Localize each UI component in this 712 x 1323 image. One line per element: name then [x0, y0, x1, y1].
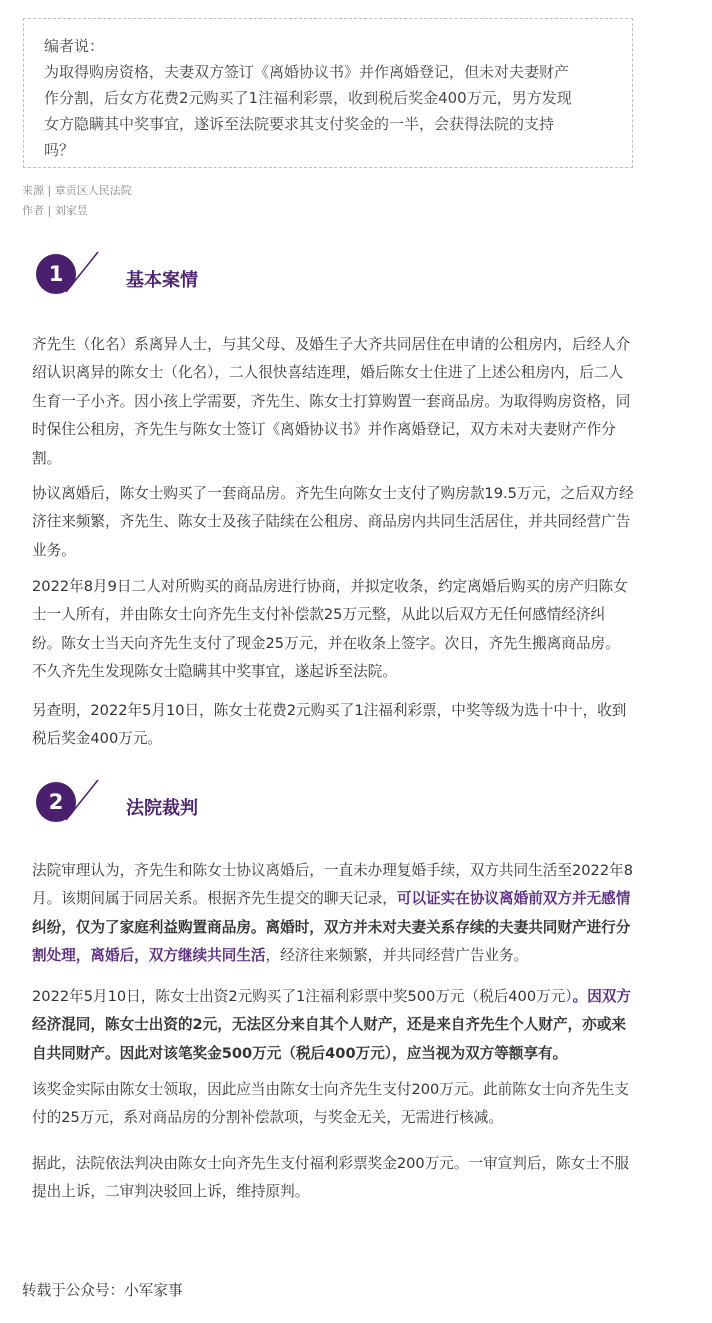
highlighted-text: 自共同财产。因此对该笔奖金500万元（税后400万元），应当视为双方等额享有。: [32, 1044, 568, 1062]
editor-note-line: 吗？: [44, 141, 75, 159]
paragraph-line: [32, 983, 692, 1011]
paragraph-line: 生育一子小齐。因小孩上学需要，齐先生、陈女士打算购置一套商品房。为取得购房资格，同: [32, 392, 631, 410]
editor-note-label: 编者说：: [44, 37, 105, 55]
author-line: 作者 | 刘家昱: [22, 204, 88, 217]
paragraph: [32, 1150, 692, 1207]
paragraph-line: 2022年8月9日二人对所购买的商品房进行协商，并拟定收条，约定离婚后购买的房产归陈女: [32, 578, 628, 595]
paragraph: [32, 331, 692, 473]
slash-decoration-icon: [64, 250, 104, 294]
highlighted-text: 经济混同，陈女士出资的2元，无法区分来自其个人财产，还是来自齐先生个人财产，亦或来: [32, 1016, 626, 1034]
paragraph-line: 据此，法院依法判决由陈女士向齐先生支付福利彩票奖金200万元。一审宣判后，陈女士不服: [32, 1155, 630, 1172]
paragraph: [32, 480, 692, 565]
slash-decoration-icon: [64, 778, 104, 822]
paragraph: [32, 857, 692, 971]
editor-note-box: [23, 18, 633, 168]
paragraph-line: 协议离婚后，陈女士购买了一套商品房。齐先生向陈女士支付了购房款19.5万元，之后双方经: [32, 485, 634, 502]
source-line: 来源 | 章贡区人民法院: [22, 184, 132, 197]
editor-note-line: 女方隐瞒其中奖事宜，遂诉至法院要求其支付奖金的一半，会获得法院的支持: [44, 115, 555, 133]
section-title: 法院裁判: [126, 798, 198, 819]
paragraph-line: 另查明，2022年5月10日，陈女士花费2元购买了1注福利彩票，中奖等级为选十中十，收到: [32, 702, 627, 719]
paragraph-line: 付的25万元，系对商品房的分割补偿款项，与奖金无关，无需进行核减。: [32, 1109, 503, 1127]
paragraph: [32, 573, 692, 687]
paragraph: [32, 1076, 692, 1133]
paragraph-line: 法院审理认为，齐先生和陈女士协议离婚后，一直未办理复婚手续，双方共同生活至2022年8: [32, 862, 633, 879]
highlighted-text: 。因双方: [572, 988, 631, 1005]
paragraph-line: 士一人所有，并由陈女士向齐先生支付补偿款25万元整，从此以后双方无任何感情经济纠: [32, 606, 606, 624]
repost-source: 转载于公众号：小军家事: [22, 1282, 183, 1299]
highlighted-text: 割处理，离婚后，双方继续共同生活: [32, 947, 266, 965]
paragraph-line: 业务。: [32, 541, 76, 559]
paragraph: [32, 697, 692, 754]
paragraph-line: 纷。陈女士当天向齐先生支付了现金25万元，并在收条上签字。次日，齐先生搬离商品房。: [32, 634, 620, 652]
paragraph-line: 割。: [32, 449, 62, 467]
text-run: 2022年5月10日，陈女士出资2元购买了1注福利彩票中奖500万元（税后400万元）: [32, 988, 573, 1005]
paragraph-line: [32, 885, 692, 913]
highlighted-text: 纠纷，仅为了家庭利益购置商品房。离婚时，双方并未对夫妻关系存续的夫妻共同财产进行分: [32, 918, 631, 936]
section-number-badge: 1: [36, 254, 76, 294]
paragraph-line: 绍认识离异的陈女士（化名），二人很快喜结连理，婚后陈女士住进了上述公租房内，后二人: [32, 364, 624, 382]
highlighted-text: 可以证实在协议离婚前双方并无感情: [396, 890, 631, 908]
paragraph: [32, 983, 692, 1068]
paragraph-line: 时保住公租房，齐先生与陈女士签订《离婚协议书》并作离婚登记，双方未对夫妻财产作分: [32, 421, 616, 439]
paragraph-line: 提出上诉，二审判决驳回上诉，维持原判。: [32, 1183, 310, 1201]
editor-note-line: 为取得购房资格，夫妻双方签订《离婚协议书》并作离婚登记，但未对夫妻财产: [44, 63, 570, 81]
paragraph-line: [32, 942, 692, 970]
paragraph-line: 济往来频繁，齐先生、陈女士及孩子陆续在公租房、商品房内共同生活居住，并共同经营广告: [32, 513, 631, 531]
section-number-badge: 2: [36, 782, 76, 822]
text-run: ，经济往来频繁，并共同经营广告业务。: [265, 947, 529, 965]
text-run: 月。该期间属于同居关系。根据齐先生提交的聊天记录，: [32, 890, 397, 908]
paragraph-line: 齐先生（化名）系离异人士，与其父母、及婚生子大齐共同居住在申请的公租房内，后经人介: [32, 336, 631, 353]
section-title: 基本案情: [126, 270, 198, 291]
paragraph-line: 不久齐先生发现陈女士隐瞒其中奖事宜，遂起诉至法院。: [32, 663, 397, 681]
paragraph-line: 该奖金实际由陈女士领取，因此应当由陈女士向齐先生支付200万元。此前陈女士向齐先生支: [32, 1081, 630, 1098]
editor-note-line: 作分割，后女方花费2元购买了1注福利彩票，收到税后奖金400万元，男方发现: [44, 89, 572, 107]
section-header-2: [36, 778, 336, 838]
section-header-1: [36, 250, 336, 310]
paragraph-line: 税后奖金400万元。: [32, 730, 163, 748]
